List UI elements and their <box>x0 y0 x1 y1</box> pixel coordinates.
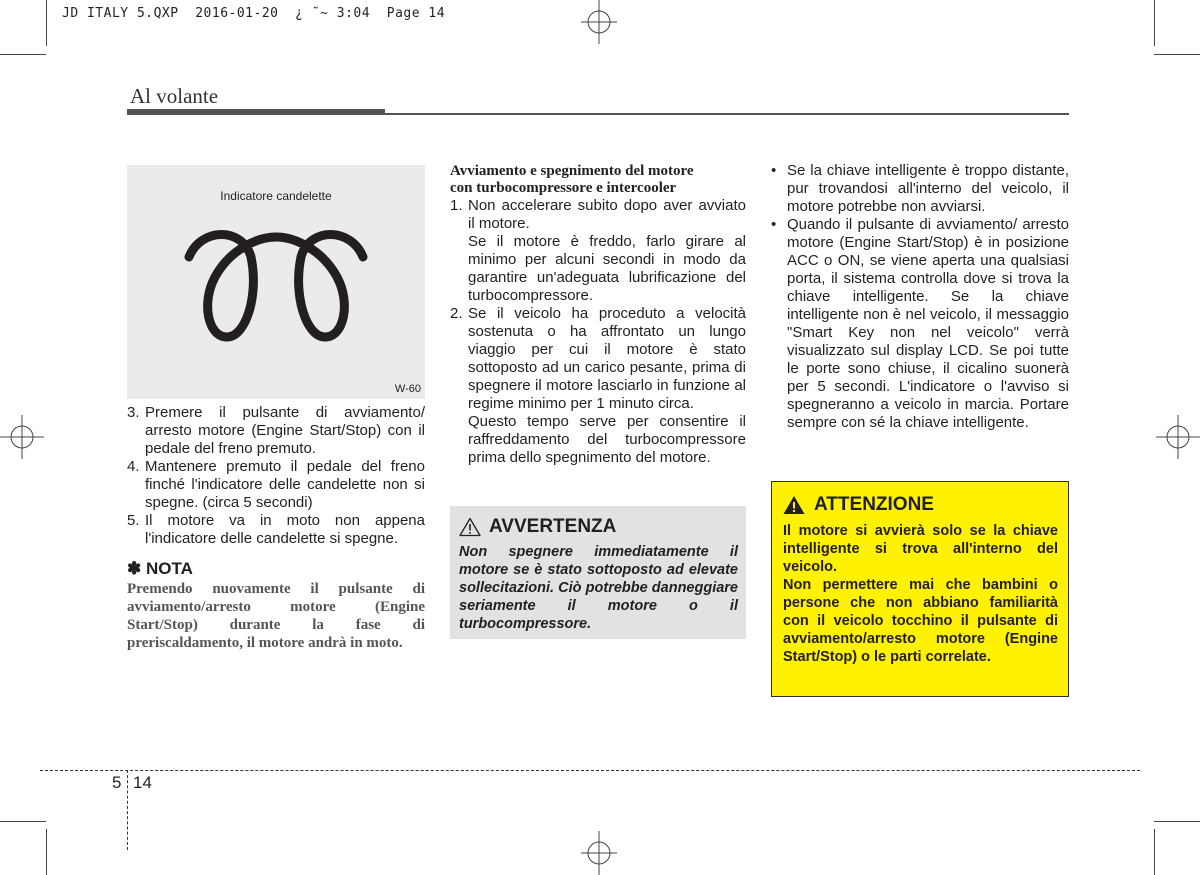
list-item <box>127 512 425 548</box>
warning-body: Non spegnere immediatamente il motore se è stato sottoposto ad elevate sollecitazioni. Ciò potrebbe danneggiare seriamente il motore o il turbocompressore. <box>459 544 738 632</box>
warning-triangle-icon <box>783 495 805 515</box>
bullet-item <box>771 162 1069 216</box>
glow-plug-figure <box>127 165 425 399</box>
bullet-dot: • <box>771 216 777 233</box>
caution-paragraph: Il motore si avvierà solo se la chiave intelligente si trova all'interno del veicolo. <box>783 523 1058 575</box>
page-number: 14 <box>133 773 152 792</box>
right-column <box>771 162 1069 432</box>
warning-box <box>450 506 746 639</box>
bullet-text: Se la chiave intelligente è troppo distante, pur trovandosi all'interno del veicolo, il motore potrebbe non avviarsi. <box>787 162 1069 215</box>
registration-mark-top <box>577 0 621 44</box>
bullet-item <box>771 216 1069 432</box>
caution-box <box>771 481 1069 697</box>
nota-body: Premendo nuovamente il pulsante di avviamento/arresto motore (Engine Start/Stop) durante la fase di preriscaldamento, il motore andrà in moto. <box>127 581 425 651</box>
item-number: 4. <box>127 458 140 475</box>
caution-paragraph: Non permettere mai che bambini o persone che non abbiano familiarità con il veicolo tocchino il pulsante di avviamento/arresto motore (Engine Start/Stop) o le parti correlate. <box>783 577 1058 665</box>
item-text: Mantenere premuto il pedale del freno finché l'indicatore delle candelette non si spegne. (circa 5 secondi) <box>145 458 425 511</box>
print-slug: JD ITALY 5.QXP 2016-01-20 ¿ ˜~ 3:04 Page 14 <box>62 6 446 21</box>
footer-divider <box>127 770 128 850</box>
item-text: Premere il pulsante di avviamento/ arresto motore (Engine Start/Stop) con il pedale del freno premuto. <box>145 404 425 457</box>
warning-heading <box>459 516 738 538</box>
heading-line: Avviamento e spegnimento del motore <box>450 163 694 179</box>
figure-code: W-60 <box>394 383 421 395</box>
bullet-dot: • <box>771 162 777 179</box>
item-text-main: Se il veicolo ha proceduto a velocità sostenuta o ha affrontato un lungo viaggio per cui il motore è stato sottoposto ad un carico pesante, prima di spegnere il motore lasciarlo in funzione al regime minimo per 1 minuto circa. <box>468 305 746 412</box>
item-number: 5. <box>127 512 140 529</box>
registration-mark-bottom <box>577 831 621 875</box>
caution-heading <box>783 493 1058 517</box>
list-item <box>450 197 746 305</box>
chapter-number: 5 <box>112 773 122 792</box>
section-title: Al volante <box>130 84 219 108</box>
item-text-main: Non accelerare subito dopo aver avviato il motore. <box>468 197 746 232</box>
header-rule <box>385 113 1069 115</box>
item-text: Il motore va in moto non appena l'indicatore delle candelette si spegne. <box>145 512 425 547</box>
heading-line: con turbocompressore e intercooler <box>450 180 677 196</box>
registration-mark-left <box>0 415 44 459</box>
footer-rule <box>40 770 1140 771</box>
item-number: 2. <box>450 305 463 322</box>
item-text <box>468 305 746 467</box>
item-text-sub: Se il motore è freddo, farlo girare al minimo per alcuni secondi in modo da garantire un'adeguata lubrificazione del turbocompressore. <box>468 233 746 304</box>
left-column <box>127 404 425 652</box>
header-bar <box>127 109 385 115</box>
item-number: 3. <box>127 404 140 421</box>
item-text-sub: Questo tempo serve per consentire il raffreddamento del turbocompressore prima dello spegnimento del motore. <box>468 413 746 466</box>
list-item <box>450 305 746 467</box>
nota-heading <box>127 560 425 578</box>
section-heading <box>450 163 746 197</box>
item-number: 1. <box>450 197 463 214</box>
warning-triangle-icon <box>459 517 481 537</box>
caution-title: ATTENZIONE <box>814 494 934 515</box>
list-item <box>127 458 425 512</box>
list-item <box>127 404 425 458</box>
item-text <box>468 197 746 305</box>
middle-column <box>450 163 746 467</box>
warning-title: AVVERTENZA <box>489 516 617 537</box>
bullet-text: Quando il pulsante di avviamento/ arresto motore (Engine Start/Stop) è in posizione ACC o ON, se viene aperta una qualsiasi porta, il sistema controlla dove si trova la chiave intelligente. Se la chiave intelligente non è nel veicolo, il messaggio "Smart Key non nel veicolo" verrà visualizzato sul display LCD. Se poi tutte le porte sono chiuse, il cicalino suonerà per 5 secondi. L'indicatore o l'avviso si spegneranno a veicolo in marcia. Portare sempre con sé la chiave intelligente. <box>787 216 1069 431</box>
asterisk-icon: ✽ <box>127 559 142 578</box>
glow-plug-indicator-icon <box>181 225 371 345</box>
registration-mark-right <box>1156 415 1200 459</box>
nota-title: NOTA <box>145 559 193 578</box>
figure-caption: Indicatore candelette <box>220 189 332 203</box>
